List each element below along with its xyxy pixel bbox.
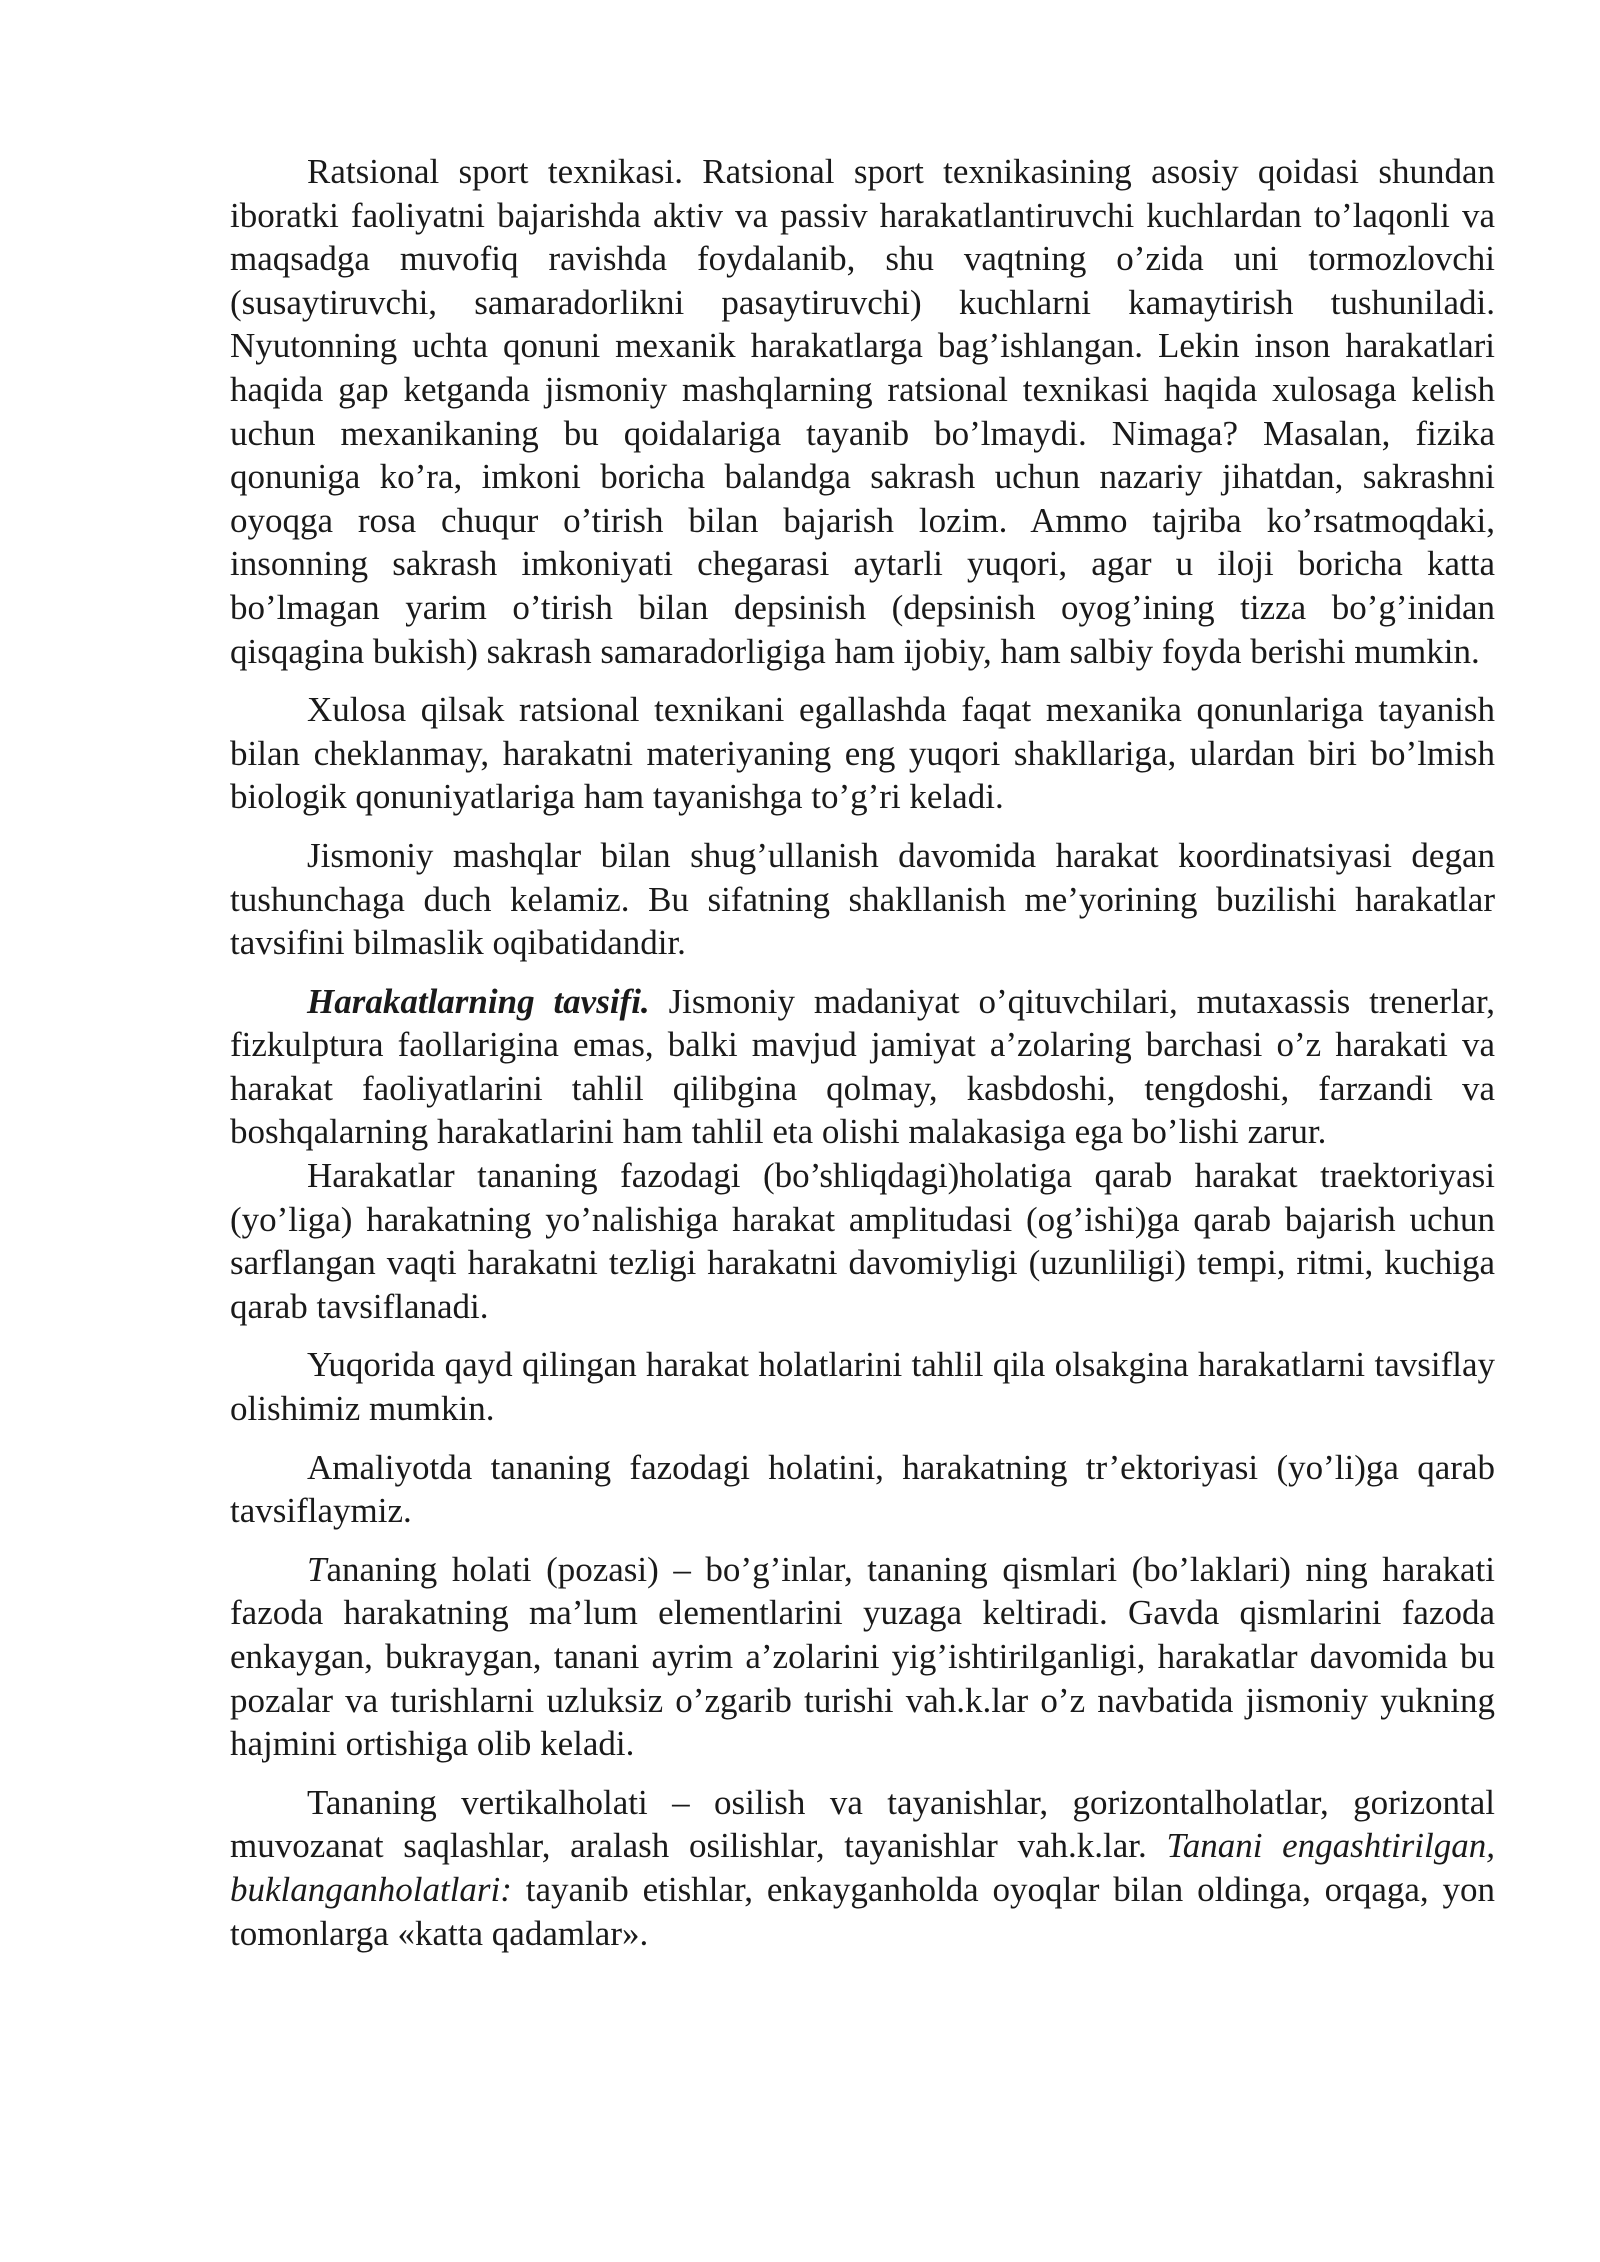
- paragraph-coordination: [230, 834, 1495, 965]
- paragraph-body-position: [230, 1548, 1495, 1766]
- paragraph-rational-technique: [230, 150, 1495, 673]
- paragraph-movement-description: [230, 980, 1495, 1154]
- paragraph-text: Harakatlar tananing fazodagi (bo’shliqdagi)holatiga qarab harakat traektoriyasi (yo’liga) harakatning yo’nalishiga harakat amplitudasi (og’ishi)ga qarab bajarish uchun sarflangan vaqti harakatni tezligi harakatni davomiyligi (uzunliligi) tempi, ritmi, kuchiga qarab tavsiflanadi.: [230, 1156, 1495, 1326]
- paragraph-text: Ratsional sport texnikasi. Ratsional sport texnikasining asosiy qoidasi shundan iboratki faoliyatni bajarishda aktiv va passiv harakatlantiruvchi kuchlardan to’laqonli va maqsadga muvofiq ravishda foydalanib, shu vaqtning o’zida uni tormozlovchi (susaytiruvchi, samaradorlikni pasaytiruvchi) kuchlarni kamaytirish tushuniladi. Nyutonning uchta qonuni mexanik harakatlarga bag’ishlangan. Lekin inson harakatlari haqida gap ketganda jismoniy mashqlarning ratsional texnikasi haqida xulosaga kelish uchun mexanikaning bu qoidalariga tayanib bo’lmaydi. Nimaga? Masalan, fizika qonuniga ko’ra, imkoni boricha balandga sakrash uchun nazariy jihatdan, sakrashni oyoqga rosa chuqur o’tirish bilan bajarish lozim. Ammo tajriba ko’rsatmoqdaki, insonning sakrash imkoniyati chegarasi aytarli yuqori, agar u iloji boricha katta bo’lmagan yarim o’tirish bilan depsinish (depsinish oyog’ining tizza bo’g’inidan qisqagina bukish) sakrash samaradorligiga ham ijobiy, ham salbiy foyda berishi mumkin.: [230, 152, 1495, 671]
- paragraph-vertical-position: [230, 1781, 1495, 1955]
- paragraph-text: Jismoniy mashqlar bilan shug’ullanish davomida harakat koordinatsiyasi degan tushunchaga duch kelamiz. Bu sifatning shakllanish me’yorining buzilishi harakatlar tavsifini bilmaslik oqibatidandir.: [230, 835, 1495, 963]
- paragraph-movement-characteristics: [230, 1154, 1495, 1328]
- paragraph-tail: tayanib etishlar, enkayganholda oyoqlar bilan oldinga, orqaga, yon tomonlarga «katta qadamlar».: [230, 1869, 1495, 1953]
- document-page: [230, 150, 1495, 1970]
- paragraph-text: ananing holati (pozasi) – bo’g’inlar, tananing qismlari (bo’laklari) ning harakati fazoda harakatning ma’lum elementlarini yuzaga keltiradi. Gavda qismlarini fazoda enkaygan, bukraygan, tanani ayrim a’zolarini yig’ishtirilganligi, harakatlar davomida bu pozalar va turishlarni uzluksiz o’zgarib turishi vah.k.lar o’z navbatida jismoniy yukning hajmini ortishiga olib keladi.: [230, 1549, 1495, 1764]
- italic-phrase: Tanani engashtirilgan, buklanganholatlari:: [230, 1826, 1495, 1909]
- paragraph-practice: [230, 1446, 1495, 1533]
- paragraph-analysis: [230, 1343, 1495, 1430]
- paragraph-conclusion: [230, 688, 1495, 819]
- paragraph-text: Amaliyotda tananing fazodagi holatini, harakatning tr’ektoriyasi (yo’li)ga qarab tavsiflaymiz.: [230, 1447, 1495, 1531]
- paragraph-text: Yuqorida qayd qilingan harakat holatlarini tahlil qila olsakgina harakatlarni tavsiflay olishimiz mumkin.: [230, 1345, 1495, 1429]
- paragraph-text: Jismoniy madaniyat o’qituvchilari, mutaxassis trenerlar, fizkulptura faollarigina emas, balki mavjud jamiyat a’zolaring barchasi o’z harakati va harakat faoliyatlarini tahlil qilibgina qolmay, kasbdoshi, tengdoshi, farzandi va boshqalarning harakatlarini ham tahlil eta olishi malakasiga ega bo’lishi zarur.: [230, 981, 1495, 1152]
- italic-initial: T: [307, 1549, 327, 1589]
- paragraph-text: Xulosa qilsak ratsional texnikani egallashda faqat mexanika qonunlariga tayanish bilan cheklanmay, harakatni materiyaning eng yuqori shakllariga, ulardan biri bo’lmish biologik qonuniyatlariga ham tayanishga to’g’ri keladi.: [230, 690, 1495, 817]
- paragraph-text: Tananing vertikalholati – osilish va tayanishlar, gorizontalholatlar, gorizontal muvozanat saqlashlar, aralash osilishlar, tayanishlar vah.k.lar.: [230, 1782, 1495, 1866]
- section-heading: Harakatlarning tavsifi.: [307, 981, 650, 1021]
